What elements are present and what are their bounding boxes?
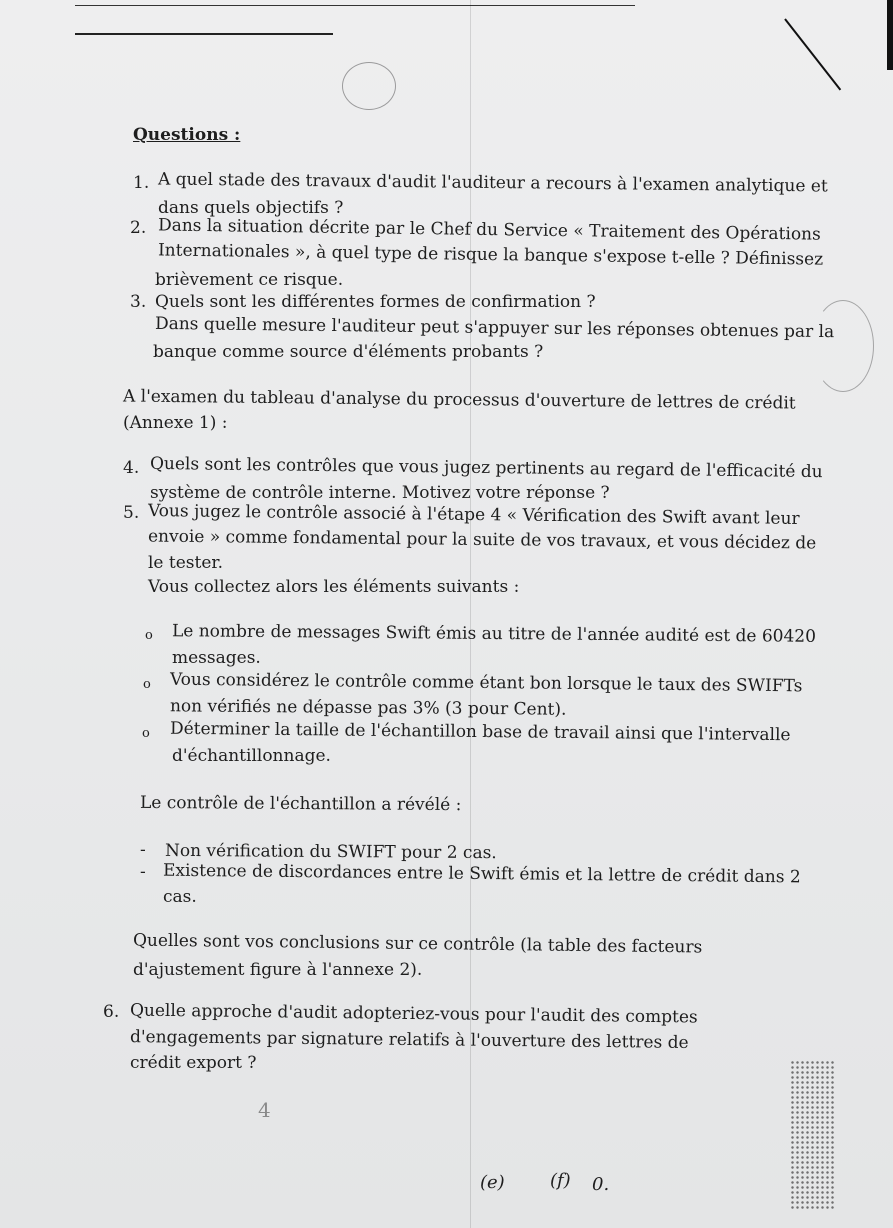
scan-speckles <box>790 1060 835 1210</box>
bullet-1-line-1: Le nombre de messages Swift émis au titre de l'année audité est de 60420 <box>171 621 817 647</box>
q5-line-4: Vous collectez alors les éléments suivants : <box>148 577 520 597</box>
q3-number: 3. <box>130 292 147 312</box>
q3-line-2: Dans quelle mesure l'auditeur peut s'appuyer sur les réponses obtenues par la <box>154 313 835 343</box>
q1-line-2: dans quels objectifs ? <box>158 198 344 218</box>
heading-text: Questions : <box>133 125 241 145</box>
intro-line-1: A l'examen du tableau d'analyse du processus d'ouverture de lettres de crédit <box>122 386 796 414</box>
q6-line-3: crédit export ? <box>130 1053 257 1073</box>
q6-line-2: d'engagements par signature relatifs à l'ouverture des lettres de <box>129 1027 689 1053</box>
conclusion-line-1: Quelles sont vos conclusions sur ce contrôle (la table des facteurs <box>132 930 703 958</box>
questions-heading <box>133 125 240 146</box>
q1-line-1: A quel stade des travaux d'audit l'auditeur a recours à l'examen analytique et <box>157 169 828 197</box>
faint-page-marker: 4 <box>258 1098 271 1122</box>
q3-line-3: banque comme source d'éléments probants ? <box>153 342 544 362</box>
conclusion-line-2: d'ajustement figure à l'annexe 2). <box>133 960 423 980</box>
q6-number: 6. <box>103 1002 120 1022</box>
bullet-3-marker: o <box>142 726 150 741</box>
q2-number: 2. <box>130 218 147 238</box>
circle-stamp <box>342 62 396 110</box>
corner-pen-stroke <box>784 18 841 90</box>
top-rule <box>75 5 635 6</box>
bullet-1-marker: o <box>145 628 153 643</box>
header-underline <box>75 33 333 35</box>
q1-number: 1. <box>133 173 150 193</box>
dash-2-line-2: cas. <box>163 887 197 907</box>
dash-1-line-1: Non vérification du SWIFT pour 2 cas. <box>164 840 497 864</box>
q4-line-1: Quels sont les contrôles que vous jugez pertinents au regard de l'efficacité du <box>149 453 823 483</box>
intro-line-2: (Annexe 1) : <box>123 413 228 433</box>
q4-line-2: système de contrôle interne. Motivez votre réponse ? <box>150 483 610 503</box>
q5-line-1: Vous jugez le contrôle associé à l'étape 4 « Vérification des Swift avant leur <box>147 501 800 529</box>
footer-mark-left: (e) <box>480 1172 505 1193</box>
dash-2-marker: - <box>140 862 146 882</box>
q5-line-3: le tester. <box>148 553 224 573</box>
dash-2-line-1: Existence de discordances entre le Swift émis et la lettre de crédit dans 2 <box>162 860 801 888</box>
margin-arc-mark <box>812 300 874 392</box>
scan-edge-shadow <box>887 0 893 70</box>
q2-line-3: brièvement ce risque. <box>155 270 344 290</box>
result-intro: Le contrôle de l'échantillon a révélé : <box>139 792 462 816</box>
dash-1-marker: - <box>140 840 146 860</box>
footer-mark-right: 0. <box>592 1174 610 1195</box>
bullet-2-line-1: Vous considérez le contrôle comme étant bon lorsque le taux des SWIFTs <box>169 669 803 697</box>
footer-mark-mid: (f) <box>550 1170 571 1191</box>
q6-line-1: Quelle approche d'audit adopteriez-vous pour l'audit des comptes <box>129 1000 698 1028</box>
q4-number: 4. <box>123 458 140 478</box>
bullet-2-marker: o <box>143 677 151 692</box>
bullet-2-line-2: non vérifiés ne dépasse pas 3% (3 pour Cent). <box>169 696 567 720</box>
q2-line-1: Dans la situation décrite par le Chef du Service « Traitement des Opérations <box>157 215 821 245</box>
bullet-3-line-2: d'échantillonnage. <box>172 746 331 766</box>
bullet-3-line-1: Déterminer la taille de l'échantillon base de travail ainsi que l'intervalle <box>169 718 791 746</box>
q5-number: 5. <box>123 503 140 523</box>
q2-line-2: Internationales », à quel type de risque la banque s'expose t-elle ? Définissez <box>157 240 824 270</box>
q3-line-1: Quels sont les différentes formes de confirmation ? <box>155 292 596 312</box>
bullet-1-line-2: messages. <box>172 648 261 668</box>
q5-line-2: envoie » comme fondamental pour la suite de vos travaux, et vous décidez de <box>147 526 817 554</box>
